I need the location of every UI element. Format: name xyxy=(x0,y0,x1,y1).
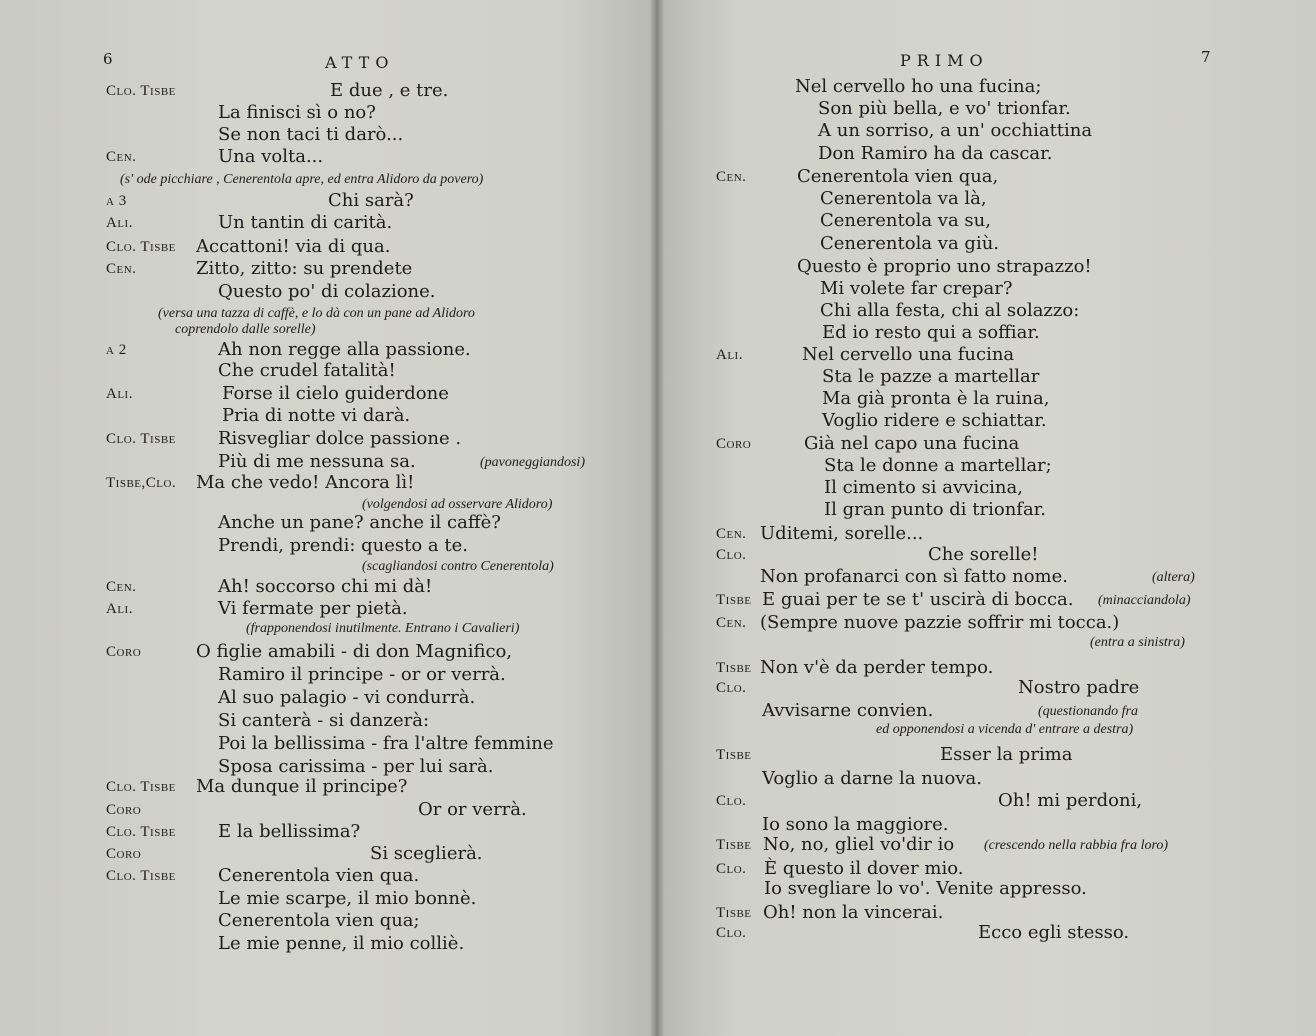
verse-line: Ah non regge alla passione. xyxy=(218,339,471,360)
verse-line: No, no, gliel vo'dir io xyxy=(763,834,955,855)
verse-line: Io svegliare lo vo'. Venite appresso. xyxy=(764,878,1087,899)
verse-line: Poi la bellissima - fra l'altre femmine xyxy=(218,733,554,754)
verse-line: Ramiro il principe - or or verrà. xyxy=(218,664,506,685)
speaker-label: Ali. xyxy=(716,347,743,363)
book-gutter xyxy=(650,0,664,1036)
verse-line: (Sempre nuove pazzie soffrir mi tocca.) xyxy=(760,612,1120,633)
stage-direction: (versa una tazza di caffè, e lo dà con un pane ad Alidoro xyxy=(158,306,475,321)
verse-line: Il gran punto di trionfar. xyxy=(824,499,1047,520)
speaker-label: Tisbe xyxy=(716,592,752,608)
verse-line: La finisci sì o no? xyxy=(218,102,376,123)
speaker-label: Clo. Tisbe xyxy=(106,824,176,840)
verse-line: E la bellissima? xyxy=(218,821,361,842)
speaker-label: Clo. Tisbe xyxy=(106,431,176,447)
verse-line: Cenerentola va là, xyxy=(820,188,987,209)
verse-line: O figlie amabili - di don Magnifico, xyxy=(196,641,513,662)
verse-line: Voglio ridere e schiattar. xyxy=(822,410,1047,431)
verse-line: Sta le pazze a martellar xyxy=(822,366,1040,387)
speaker-label: Tisbe xyxy=(716,660,752,676)
verse-line: Vi fermate per pietà. xyxy=(218,598,408,619)
verse-line: Anche un pane? anche il caffè? xyxy=(218,512,501,533)
verse-line: Questo po' di colazione. xyxy=(218,281,436,302)
verse-line: Io sono la maggiore. xyxy=(762,814,949,835)
verse-line: Cenerentola vien qua. xyxy=(218,865,420,886)
verse-line: Uditemi, sorelle... xyxy=(760,523,924,544)
speaker-label: Clo. Tisbe xyxy=(106,868,176,884)
verse-line: Un tantin di carità. xyxy=(218,212,393,233)
left_page-running-header: ATTO xyxy=(325,53,395,72)
verse-line: Mi volete far crepar? xyxy=(820,278,1013,299)
verse-line: Prendi, prendi: questo a te. xyxy=(218,535,468,556)
verse-line: Questo è proprio uno strapazzo! xyxy=(797,256,1092,277)
verse-line: Se non taci ti darò... xyxy=(218,124,404,145)
stage-direction: (volgendosi ad osservare Alidoro) xyxy=(362,497,553,512)
verse-line: Si sceglierà. xyxy=(370,843,483,864)
speaker-label: Clo. xyxy=(716,680,747,696)
verse-line: È questo il dover mio. xyxy=(764,858,964,879)
speaker-label: Clo. Tisbe xyxy=(106,83,176,99)
verse-line: Le mie scarpe, il mio bonnè. xyxy=(218,888,477,909)
stage-direction: (minacciandola) xyxy=(1098,593,1191,608)
verse-line: Don Ramiro ha da cascar. xyxy=(818,143,1053,164)
speaker-label: Cen. xyxy=(716,169,747,185)
verse-line: Nostro padre xyxy=(1018,677,1140,698)
verse-line: Già nel capo una fucina xyxy=(804,433,1020,454)
verse-line: Risvegliar dolce passione . xyxy=(218,428,462,449)
stage-direction: (s' ode picchiare , Cenerentola apre, ed entra Alidoro da povero) xyxy=(120,172,484,187)
speaker-label: Tisbe xyxy=(716,905,752,921)
verse-line: E due , e tre. xyxy=(330,80,449,101)
verse-line: Ed io resto qui a soffiar. xyxy=(822,322,1040,343)
verse-line: Ma già pronta è la ruina, xyxy=(822,388,1050,409)
verse-line: Or or verrà. xyxy=(418,799,527,820)
verse-line: Sta le donne a martellar; xyxy=(824,455,1052,476)
speaker-label: Coro xyxy=(106,846,142,862)
speaker-label: Clo. xyxy=(716,793,747,809)
verse-line: Pria di notte vi darà. xyxy=(222,405,411,426)
right_page-running-header: PRIMO xyxy=(900,51,989,70)
verse-line: A un sorriso, a un' occhiattina xyxy=(818,120,1093,141)
speaker-label: Ali. xyxy=(106,215,133,231)
verse-line: Chi sarà? xyxy=(328,190,414,211)
verse-line: Cenerentola va giù. xyxy=(820,233,1000,254)
speaker-label: Coro xyxy=(716,436,752,452)
verse-line: Ah! soccorso chi mi dà! xyxy=(218,576,433,597)
verse-line: Forse il cielo guiderdone xyxy=(222,383,449,404)
stage-direction: (crescendo nella rabbia fra loro) xyxy=(984,838,1169,853)
left_page-page-number: 6 xyxy=(103,50,113,68)
speaker-label: Cen. xyxy=(106,261,137,277)
verse-line: Avvisarne convien. xyxy=(762,700,934,721)
stage-direction: (pavoneggiandosi) xyxy=(480,455,585,470)
speaker-label: Ali. xyxy=(106,386,133,402)
speaker-label: Clo. xyxy=(716,861,747,877)
verse-line: Zitto, zitto: su prendete xyxy=(196,258,413,279)
verse-line: Chi alla festa, chi al solazzo: xyxy=(820,300,1080,321)
speaker-label: Ali. xyxy=(106,601,133,617)
verse-line: Più di me nessuna sa. xyxy=(218,451,416,472)
verse-line: Non profanarci con sì fatto nome. xyxy=(760,566,1068,587)
verse-line: Una volta... xyxy=(218,146,324,167)
speaker-label: Clo. xyxy=(716,925,747,941)
verse-line: E guai per te se t' uscirà di bocca. xyxy=(762,589,1074,610)
speaker-label: Cen. xyxy=(106,149,137,165)
verse-line: Al suo palagio - vi condurrà. xyxy=(218,687,476,708)
speaker-label: a 3 xyxy=(106,193,127,209)
verse-line: Accattoni! via di qua. xyxy=(196,236,391,257)
verse-line: Che crudel fatalità! xyxy=(218,360,396,381)
speaker-label: Tisbe,Clo. xyxy=(106,475,177,491)
speaker-label: Clo. Tisbe xyxy=(106,779,176,795)
speaker-label: Clo. Tisbe xyxy=(106,239,176,255)
verse-line: Nel cervello una fucina xyxy=(802,344,1015,365)
stage-direction: (frapponendosi inutilmente. Entrano i Cavalieri) xyxy=(246,621,520,636)
verse-line: Cenerentola vien qua; xyxy=(218,910,420,931)
verse-line: Cenerentola va su, xyxy=(820,210,991,231)
stage-direction: (questionando fra xyxy=(1038,704,1138,719)
verse-line: Esser la prima xyxy=(940,744,1073,765)
speaker-label: Coro xyxy=(106,644,142,660)
stage-direction: coprendolo dalle sorelle) xyxy=(175,322,316,337)
verse-line: Sposa carissima - per lui sarà. xyxy=(218,756,494,777)
speaker-label: Cen. xyxy=(716,526,747,542)
speaker-label: Tisbe xyxy=(716,837,752,853)
stage-direction: (altera) xyxy=(1152,570,1195,585)
speaker-label: a 2 xyxy=(106,342,127,358)
speaker-label: Cen. xyxy=(106,579,137,595)
speaker-label: Clo. xyxy=(716,547,747,563)
verse-line: Oh! non la vincerai. xyxy=(763,902,944,923)
verse-line: Cenerentola vien qua, xyxy=(797,166,999,187)
verse-line: Ecco egli stesso. xyxy=(978,922,1130,943)
verse-line: Ma che vedo! Ancora lì! xyxy=(196,472,415,493)
verse-line: Si canterà - si danzerà: xyxy=(218,710,430,731)
stage-direction: (scagliandosi contro Cenerentola) xyxy=(362,559,554,574)
verse-line: Son più bella, e vo' trionfar. xyxy=(818,98,1071,119)
stage-direction: ed opponendosi a vicenda d' entrare a destra) xyxy=(876,722,1134,737)
speaker-label: Cen. xyxy=(716,615,747,631)
verse-line: Ma dunque il principe? xyxy=(196,776,408,797)
verse-line: Che sorelle! xyxy=(928,544,1039,565)
speaker-label: Coro xyxy=(106,802,142,818)
speaker-label: Tisbe xyxy=(716,747,752,763)
verse-line: Voglio a darne la nuova. xyxy=(762,768,982,789)
verse-line: Le mie penne, il mio colliè. xyxy=(218,933,465,954)
right_page-page-number: 7 xyxy=(1201,48,1211,66)
stage-direction: (entra a sinistra) xyxy=(1090,635,1185,650)
verse-line: Non v'è da perder tempo. xyxy=(760,657,994,678)
verse-line: Il cimento si avvicina, xyxy=(824,477,1023,498)
verse-line: Nel cervello ho una fucina; xyxy=(795,76,1042,97)
verse-line: Oh! mi perdoni, xyxy=(998,790,1143,811)
